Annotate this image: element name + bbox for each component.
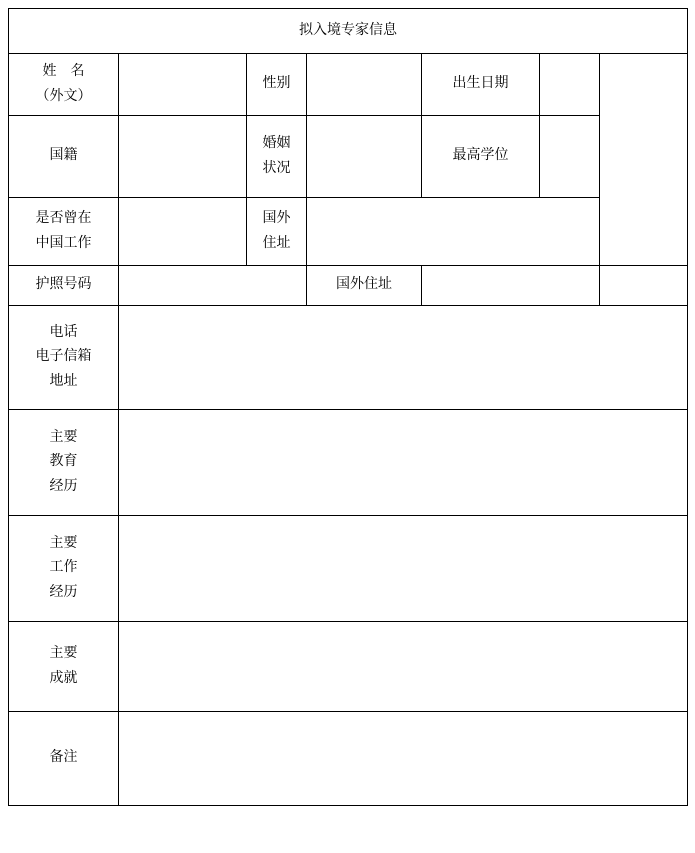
- field-marital-status[interactable]: [307, 116, 422, 198]
- label-work-experience-line2: 工作: [49, 560, 78, 576]
- label-name-line1: 姓 名: [42, 64, 85, 79]
- label-contact: [9, 306, 119, 410]
- label-name: [9, 54, 119, 116]
- label-marital-status: [247, 116, 307, 198]
- field-overseas-address-2[interactable]: [422, 266, 600, 306]
- label-achievement: [9, 622, 119, 712]
- label-achievement-line2: 成就: [49, 670, 78, 686]
- label-marital-status-line2: 状况: [262, 160, 291, 176]
- field-photo[interactable]: [600, 54, 688, 266]
- table-row-achievement: [9, 622, 688, 712]
- label-education-line2: 教育: [49, 454, 78, 470]
- table-row-work-experience: [9, 516, 688, 622]
- label-education-line1: 主要: [49, 429, 78, 445]
- table-row-education: [9, 410, 688, 516]
- field-photo-spacer: [600, 266, 688, 306]
- field-contact[interactable]: [119, 306, 688, 410]
- label-contact-line1: 电话: [49, 324, 78, 340]
- field-work-experience[interactable]: [119, 516, 688, 622]
- label-overseas-address-1-line2: 住址: [262, 235, 291, 251]
- field-remark[interactable]: [119, 712, 688, 806]
- table-row-passport: [9, 266, 688, 306]
- field-highest-degree[interactable]: [540, 116, 600, 198]
- label-worked-in-china-line2: 中国工作: [35, 235, 92, 251]
- field-name[interactable]: [119, 54, 247, 116]
- label-education: [9, 410, 119, 516]
- table-row-name: [9, 54, 688, 116]
- field-passport-number[interactable]: [119, 266, 307, 306]
- table-row-remark: [9, 712, 688, 806]
- label-worked-in-china: [9, 198, 119, 266]
- page-title: 拟入境专家信息: [9, 9, 688, 54]
- field-nationality[interactable]: [119, 116, 247, 198]
- label-work-experience: [9, 516, 119, 622]
- label-gender: 性别: [247, 54, 307, 116]
- expert-information-form: [8, 8, 688, 806]
- label-passport-number: 护照号码: [9, 266, 119, 306]
- label-worked-in-china-line1: 是否曾在: [35, 211, 92, 226]
- label-contact-line3: 地址: [49, 373, 78, 389]
- field-worked-in-china[interactable]: [119, 198, 247, 266]
- table-row-worked-in-china: [9, 198, 688, 266]
- table-row-nationality: [9, 116, 688, 198]
- label-highest-degree: 最高学位: [422, 116, 540, 198]
- label-education-line3: 经历: [49, 478, 78, 494]
- label-birthdate: 出生日期: [422, 54, 540, 116]
- label-overseas-address-1: [247, 198, 307, 266]
- table-row-contact: [9, 306, 688, 410]
- field-birthdate[interactable]: [540, 54, 600, 116]
- label-overseas-address-2: 国外住址: [307, 266, 422, 306]
- label-work-experience-line1: 主要: [49, 535, 78, 551]
- label-work-experience-line3: 经历: [49, 584, 78, 600]
- label-name-line2: （外文）: [35, 88, 92, 104]
- label-contact-line2: 电子信箱: [35, 349, 92, 365]
- label-achievement-line1: 主要: [49, 646, 78, 661]
- label-marital-status-line1: 婚姻: [262, 136, 291, 151]
- label-overseas-address-1-line1: 国外: [262, 211, 291, 226]
- field-education[interactable]: [119, 410, 688, 516]
- label-remark: 备注: [9, 712, 119, 806]
- field-overseas-address-1[interactable]: [307, 198, 600, 266]
- label-nationality: 国籍: [9, 116, 119, 198]
- field-achievement[interactable]: [119, 622, 688, 712]
- table-row-title: [9, 9, 688, 54]
- field-gender[interactable]: [307, 54, 422, 116]
